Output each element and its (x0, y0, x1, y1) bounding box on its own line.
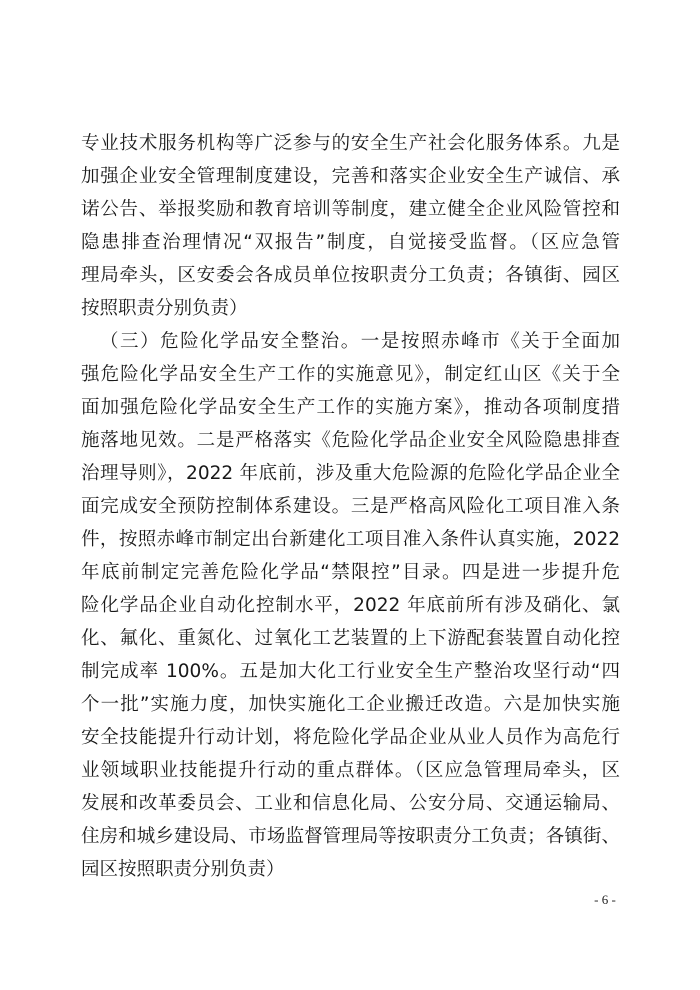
text-line: 按照职责分别负责） (81, 298, 248, 319)
text-line: 个一批”实施力度，加快实施化工企业搬迁改造。六是加快实施 (81, 694, 620, 715)
paragraph (81, 325, 620, 886)
text-line: 诺公告、举报奖励和教育培训等制度，建立健全企业风险管控和 (81, 199, 620, 220)
text-line: 险化学品企业自动化控制水平，2022 年底前所有涉及硝化、氯 (81, 595, 620, 616)
text-line: 面加强危险化学品安全生产工作的实施方案》，推动各项制度措 (81, 397, 620, 418)
text-line: 化、氟化、重氮化、过氧化工艺装置的上下游配套装置自动化控 (81, 628, 620, 649)
text-line: 专业技术服务机构等广泛参与的安全生产社会化服务体系。九是 (81, 133, 620, 154)
text-line: 年底前制定完善危险化学品“禁限控”目录。四是进一步提升危 (81, 562, 620, 583)
text-line: 园区按照职责分别负责） (81, 859, 285, 880)
text-line: 制完成率 100%。五是加大化工行业安全生产整治攻坚行动“四 (81, 661, 620, 682)
text-line: （三）危险化学品安全整治。一是按照赤峰市《关于全面加 (100, 331, 620, 352)
text-line: 强危险化学品安全生产工作的实施意见》，制定红山区《关于全 (81, 364, 620, 385)
text-line: 治理导则》，2022 年底前，涉及重大危险源的危险化学品企业全 (81, 463, 620, 484)
text-line: 业领域职业技能提升行动的重点群体。（区应急管理局牵头，区 (81, 760, 620, 781)
text-line: 住房和城乡建设局、市场监督管理局等按职责分工负责；各镇街、 (81, 826, 620, 847)
text-line: 隐患排查治理情况“双报告”制度，自觉接受监督。（区应急管 (81, 232, 620, 253)
text-line: 安全技能提升行动计划，将危险化学品企业从业人员作为高危行 (81, 727, 620, 748)
paragraph (81, 127, 620, 325)
text-line: 面完成安全预防控制体系建设。三是严格高风险化工项目准入条 (81, 496, 620, 517)
document-body (81, 127, 620, 886)
text-line: 件，按照赤峰市制定出台新建化工项目准入条件认真实施，2022 (81, 529, 620, 550)
text-line: 发展和改革委员会、工业和信息化局、公安分局、交通运输局、 (81, 793, 620, 814)
page-number: - 6 - (594, 892, 616, 907)
text-line: 施落地见效。二是严格落实《危险化学品企业安全风险隐患排查 (81, 430, 620, 451)
text-line: 理局牵头，区安委会各成员单位按职责分工负责；各镇街、园区 (81, 265, 620, 286)
text-line: 加强企业安全管理制度建设，完善和落实企业安全生产诚信、承 (81, 166, 620, 187)
